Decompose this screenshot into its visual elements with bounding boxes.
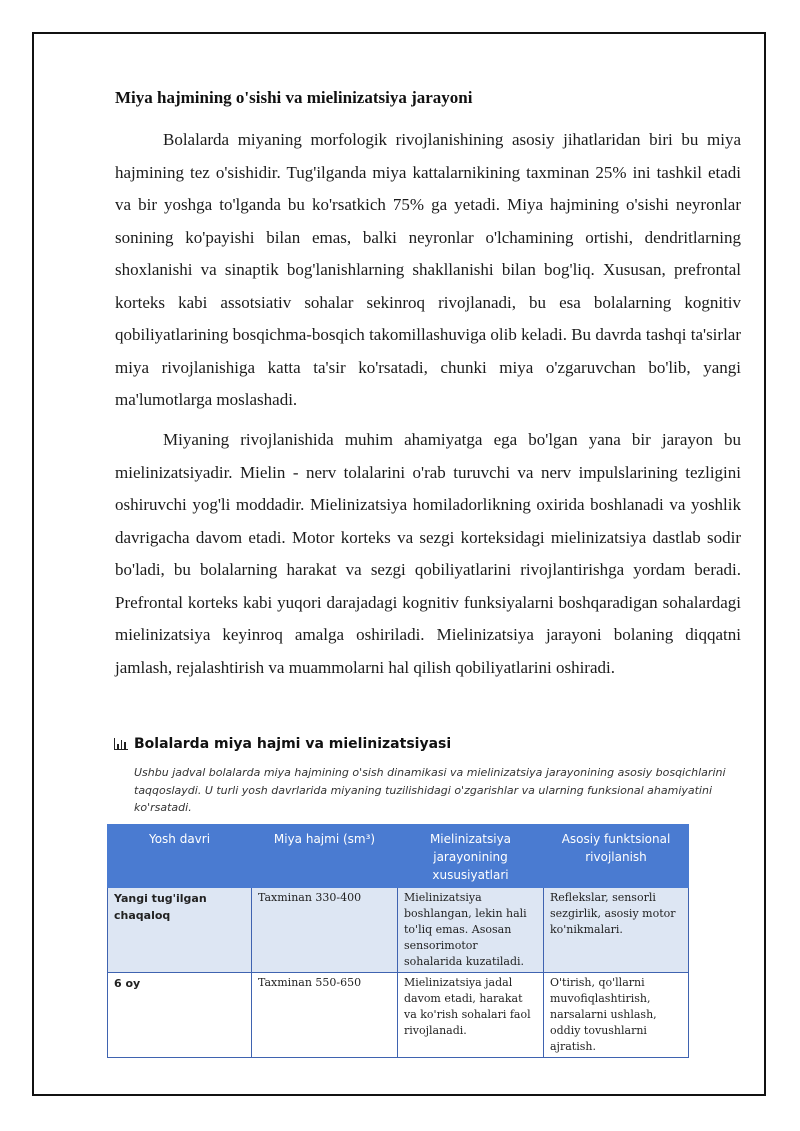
cell-development: Reflekslar, sensorli sezgirlik, asosiy motor ko'nikmalari.	[544, 888, 689, 973]
cell-development: O'tirish, qo'llarni muvofiqlashtirish, narsalarni ushlash, oddiy tovushlarni ajratish.	[544, 973, 689, 1058]
cell-volume: Taxminan 550-650	[252, 973, 398, 1058]
column-header-volume: Miya hajmi (sm³)	[252, 825, 398, 888]
cell-myelination: Mielinizatsiya jadal davom etadi, harakat va ko'rish sohalari faol rivojlanadi.	[398, 973, 544, 1058]
table-heading	[114, 736, 451, 752]
section-title: Miya hajmining o'sishi va mielinizatsiya jarayoni	[115, 88, 473, 107]
column-header-development: Asosiy funktsional rivojlanish	[544, 825, 689, 888]
cell-volume: Taxminan 330-400	[252, 888, 398, 973]
paragraph-brain-volume: Bolalarda miyaning morfologik rivojlanishining asosiy jihatlaridan biri bu miya hajmining tez o'sishidir. Tug'ilganda miya kattalarnikining taxminan 25% ini tashkil etadi va bir yoshga to'lganda bu ko'rsatkich 75% ga yetadi. Miya hajmining o'sishi neyronlar sonining ko'payishi bilan emas, balki neyronlar o'lchamining ortishi, dendritlarning shoxlanishi va sinaptik bog'lanishlarning shakllanishi bilan bog'liq. Xususan, prefrontal korteks kabi assotsiativ sohalar sekinroq rivojlanadi, bu esa bolalarning kognitiv qobiliyatlarining bosqichma-bosqich takomillashuviga olib keladi. Bu davrda tashqi ta'sirlar miya rivojlanishiga katta ta'sir ko'rsatadi, chunki miya o'zgaruvchan bo'lib, yangi ma'lumotlarga moslashadi.	[115, 130, 741, 409]
table-caption: Ushbu jadval bolalarda miya hajmining o'sish dinamikasi va mielinizatsiya jarayonining asosiy bosqichlarini taqqoslaydi. U turli yosh davrlarida miyaning tuzilishidagi o'zgarishlar va ularning funksional ahamiyatini ko'rsatadi.	[134, 766, 726, 814]
paragraph-myelination: Miyaning rivojlanishida muhim ahamiyatga ega bo'lgan yana bir jarayon bu mielinizatsiyadir. Mielin - nerv tolalarini o'rab turuvchi va nerv impulslarining tezligini oshiruvchi yog'li moddadir. Mielinizatsiya homiladorlikning oxirida boshlanadi va yoshlik davrigacha davom etadi. Motor korteks va sezgi korteksidagi mielinizatsiya dastlab sodir bo'ladi, bu bolalarning harakat va sezgi qobiliyatlarini rivojlantirishga yordam beradi. Prefrontal korteks kabi yuqori darajadagi kognitiv funksiyalarni boshqaradigan sohalardagi mielinizatsiya keyinroq amalga oshiriladi. Mielinizatsiya jarayoni bolaning diqqatni jamlash, rejalashtirish va muammolarni hal qilish qobiliyatlarini oshiradi.	[115, 430, 741, 677]
brain-development-table	[107, 824, 689, 1058]
table-row	[108, 973, 689, 1058]
bar-chart-icon	[114, 738, 128, 750]
table-row	[108, 888, 689, 973]
column-header-age: Yosh davri	[108, 825, 252, 888]
table-header-row	[108, 825, 689, 888]
cell-myelination: Mielinizatsiya boshlangan, lekin hali to'liq emas. Asosan sensorimotor sohalarida kuzatiladi.	[398, 888, 544, 973]
table-title: Bolalarda miya hajmi va mielinizatsiyasi	[134, 736, 452, 752]
cell-age: Yangi tug'ilgan chaqaloq	[108, 888, 252, 973]
column-header-myelination: Mielinizatsiya jarayonining xususiyatlari	[398, 825, 544, 888]
cell-age: 6 oy	[108, 973, 252, 1058]
